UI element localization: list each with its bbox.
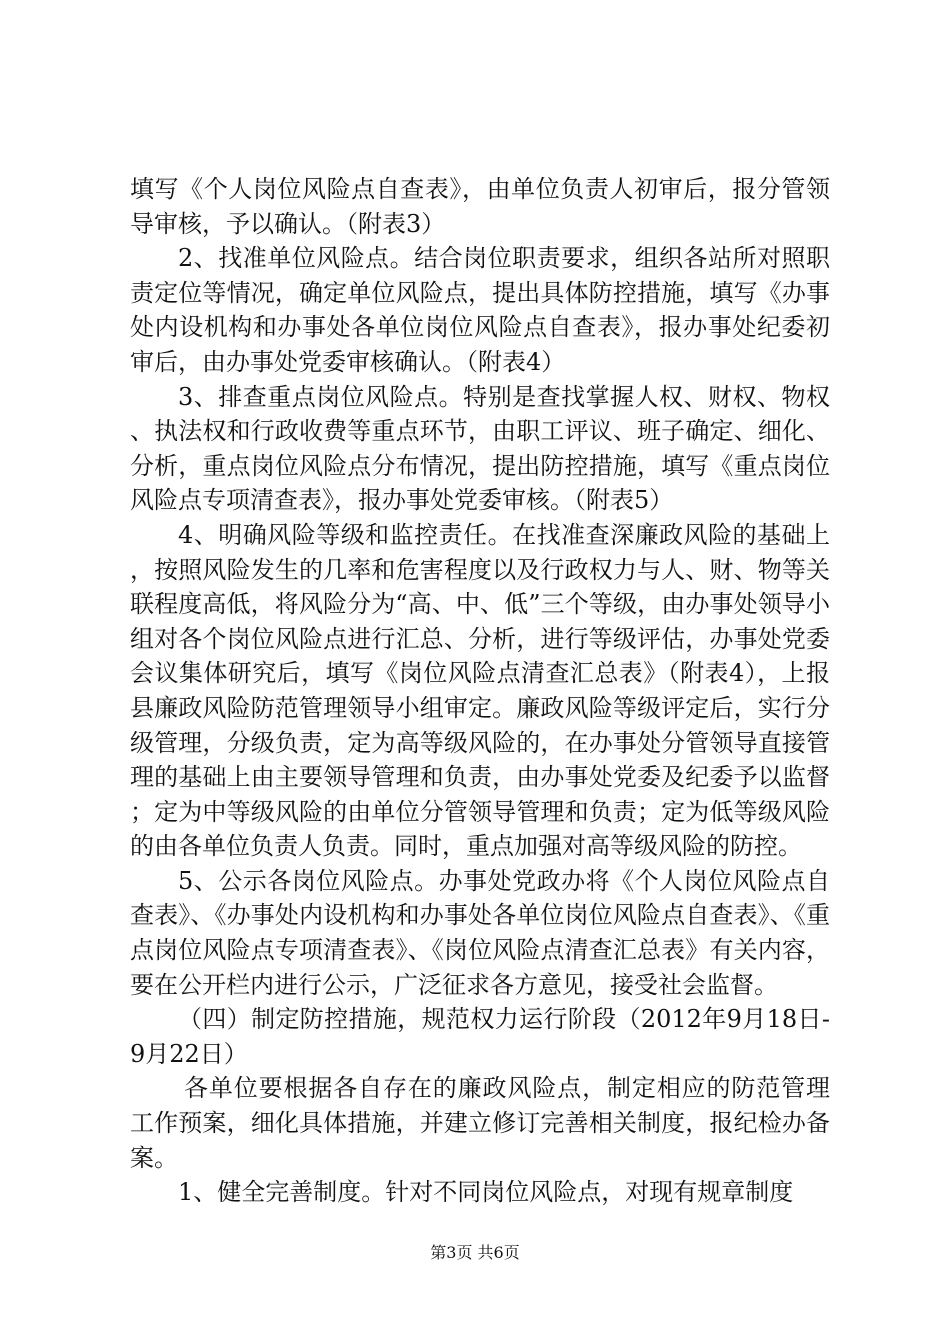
- paragraph-8: 1、健全完善制度。针对不同岗位风险点，对现有规章制度: [178, 1178, 794, 1207]
- paragraph-5: 5、公示各岗位风险点。办事处党政办将《个人岗位风险点自查表》、《办事处内设机构和办事处各单位岗位风险点自查表》、《重点岗位风险点专项清查表》、《岗位风险点清查汇总表》有关内容，要在公开栏内进行公示，广泛征求各方意见，接受社会监督。: [130, 866, 830, 999]
- document-body: [130, 172, 830, 1210]
- section-heading-4: （四）制定防控措施，规范权力运行阶段（2012年9月18日-9月22日）: [130, 1005, 830, 1068]
- paragraph-2: 2、找准单位风险点。结合岗位职责要求，组织各站所对照职责定位等情况，确定单位风险点，提出具体防控措施，填写《办事处内设机构和办事处各单位岗位风险点自查表》，报办事处纪委初审后，由办事处党委审核确认。（附表4）: [130, 244, 830, 376]
- paragraph-1: 填写《个人岗位风险点自查表》，由单位负责人初审后，报分管领导审核，予以确认。（附表3）: [130, 175, 830, 238]
- page-number-footer: 第3页 共6页: [430, 1243, 520, 1262]
- paragraph-3: 3、排查重点岗位风险点。特别是查找掌握人权、财权、物权、执法权和行政收费等重点环节，由职工评议、班子确定、细化、分析，重点岗位风险点分布情况，提出防控措施，填写《重点岗位风险点专项清查表》，报办事处党委审核。（附表5）: [130, 382, 830, 515]
- paragraph-4: 4、明确风险等级和监控责任。在找准查深廉政风险的基础上，按照风险发生的几率和危害程度以及行政权力与人、财、物等关联程度高低，将风险分为“高、中、低”三个等级，由办事处领导小组对各个岗位风险点进行汇总、分析，进行等级评估，办事处党委会议集体研究后，填写《岗位风险点清查汇总表》（附表4），上报县廉政风险防范管理领导小组审定。廉政风险等级评定后，实行分级管理，分级负责，定为高等级风险的，在办事处分管领导直接管理的基础上由主要领导管理和负责，由办事处党委及纪委予以监督；定为中等级风险的由单位分管领导管理和负责；定为低等级风险的由各单位负责人负责。同时，重点加强对高等级风险的防控。: [130, 520, 830, 861]
- paragraph-7: 各单位要根据各自存在的廉政风险点，制定相应的防范管理工作预案，细化具体措施，并建立修订完善相关制度，报纪检办备案。: [130, 1074, 830, 1172]
